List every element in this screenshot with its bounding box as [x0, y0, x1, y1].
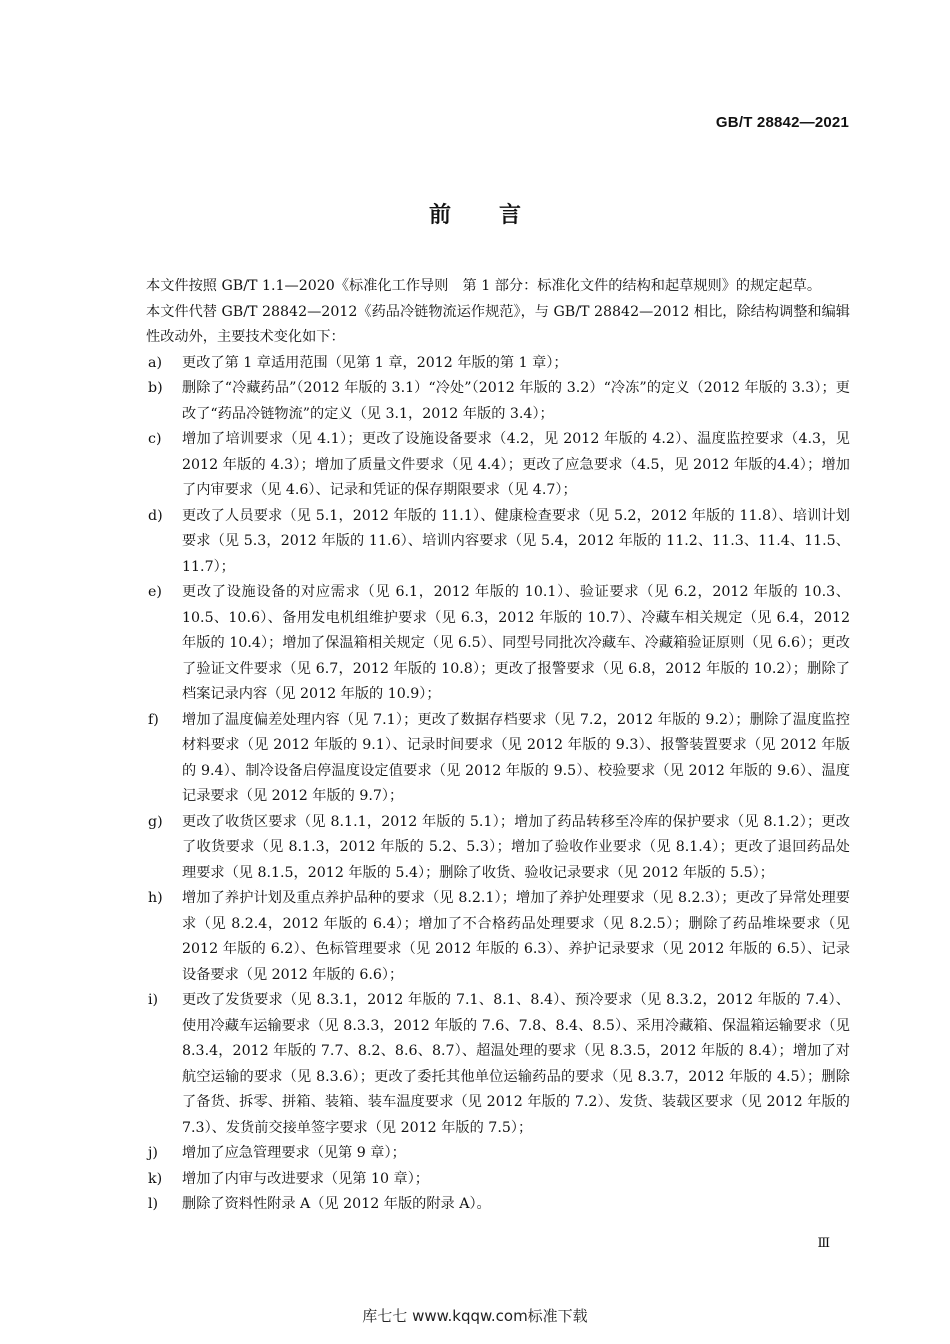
title-char-2: 言 [499, 203, 522, 228]
foreword-body [146, 274, 850, 1218]
change-item-b: b) 删除了“冷藏药品”（2012 年版的 3.1）“冷处”（2012 年版的 3.2）“冷冻”的定义（2012 年版的 3.3）；更改了“药品冷链物流”的定义（见 3.1，2012 年版的 3.4）； [148, 380, 850, 422]
watermark-footer[interactable]: 库七七 www.kqqw.com标准下载 [362, 1307, 588, 1325]
intro-paragraph-1: 本文件按照 GB/T 1.1—2020《标准化工作导则 第 1 部分：标准化文件的结构和起草规则》的规定起草。 [146, 278, 822, 294]
standard-code: GB/T 28842—2021 [715, 114, 849, 131]
intro-paragraph-2: 本文件代替 GB/T 28842—2012《药品冷链物流运作规范》，与 GB/T 28842—2012 相比，除结构调整和编辑性改动外，主要技术变化如下： [146, 303, 850, 345]
change-item-g: g) 更改了收货区要求（见 8.1.1，2012 年版的 5.1）；增加了药品转移至冷库的保护要求（见 8.1.2）；更改了收货要求（见 8.1.3，2012 年版的 5.2、5.3）；增加了验收作业要求（见 8.1.4）；更改了退回药品处理要求（见 8.1.5，2012 年版的 5.4）；删除了收货、验收记录要求（见 2012 年版的 5.5）； [148, 813, 850, 881]
change-item-a: a) 更改了第 1 章适用范围（见第 1 章，2012 年版的第 1 章）； [148, 354, 568, 371]
change-item-e: e) 更改了设施设备的对应需求（见 6.1，2012 年版的 10.1）、验证要求（见 6.2，2012 年版的 10.3、10.5、10.6）、备用发电机组维护要求（见 6.3，2012 年版的 10.7）、冷藏车相关规定（见 6.4，2012 年版的 10.4）；增加了保温箱相关规定（见 6.5）、同型号同批次冷藏车、冷藏箱验证原则（见 6.6）；更改了验证文件要求（见 6.7，2012 年版的 10.8）；更改了报警要求（见 6.8，2012 年版的 10.2）；删除了档案记录内容（见 2012 年版的 10.9）； [148, 584, 850, 702]
change-item-j: j) 增加了应急管理要求（见第 9 章）； [148, 1145, 406, 1161]
change-item-k: k) 增加了内审与改进要求（见第 10 章）； [148, 1170, 429, 1187]
title-char-1: 前 [428, 203, 451, 228]
change-item-l: l) 删除了资料性附录 A（见 2012 年版的附录 A）。 [148, 1196, 491, 1212]
page-title [0, 198, 950, 229]
change-item-f: f) 增加了温度偏差处理内容（见 7.1）；更改了数据存档要求（见 7.2，2012 年版的 9.2）；删除了温度监控材料要求（见 2012 年版的 9.1）、记录时间要求（见 2012 年版的 9.3）、报警装置要求（见 2012 年版的 9.4）、制冷设备启停温度设定值要求（见 2012 年版的 9.5）、校验要求（见 2012 年版的 9.6）、温度记录要求（见 2012 年版的 9.7）； [148, 711, 850, 804]
change-item-d: d) 更改了人员要求（见 5.1，2012 年版的 11.1）、健康检查要求（见 5.2，2012 年版的 11.8）、培训计划要求（见 5.3，2012 年版的 11.6）、培训内容要求（见 5.4，2012 年版的 11.2、11.3、11.4、11.5、11.7）； [148, 507, 850, 575]
change-item-i: i) 更改了发货要求（见 8.3.1，2012 年版的 7.1、8.1、8.4）、预冷要求（见 8.3.2，2012 年版的 7.4）、使用冷藏车运输要求（见 8.3.3，2012 年版的 7.6、7.8、8.4、8.5）、采用冷藏箱、保温箱运输要求（见 8.3.4，2012 年版的 7.7、8.2、8.6、8.7）、超温处理的要求（见 8.3.5，2012 年版的 8.4）；增加了对航空运输的要求（见 8.3.6）；更改了委托其他单位运输药品的要求（见 8.3.7，2012 年版的 4.5）；删除了备货、拆零、拼箱、装箱、装车温度要求（见 2012 年版的 7.2）、发货、装载区要求（见 2012 年版的 7.3）、发货前交接单签字要求（见 2012 年版的 7.5）； [148, 992, 850, 1136]
page-number: Ⅲ [817, 1236, 830, 1251]
change-item-h: h) 增加了养护计划及重点养护品种的要求（见 8.2.1）；增加了养护处理要求（见 8.2.3）；更改了异常处理要求（见 8.2.4，2012 年版的 6.4）；增加了不合格药品处理要求（见 8.2.5）；删除了药品堆垛要求（见 2012 年版的 6.2）、色标管理要求（见 2012 年版的 6.3）、养护记录要求（见 2012 年版的 6.5）、记录设备要求（见 2012 年版的 6.6）； [148, 890, 850, 983]
change-item-c: c) 增加了培训要求（见 4.1）；更改了设施设备要求（4.2，见 2012 年版的 4.2）、温度监控要求（4.3，见 2012 年版的 4.3）；增加了质量文件要求（见 4.4）；更改了应急要求（4.5，见 2012 年版的4.4）；增加了内审要求（见 4.6）、记录和凭证的保存期限要求（见 4.7）； [148, 431, 850, 498]
